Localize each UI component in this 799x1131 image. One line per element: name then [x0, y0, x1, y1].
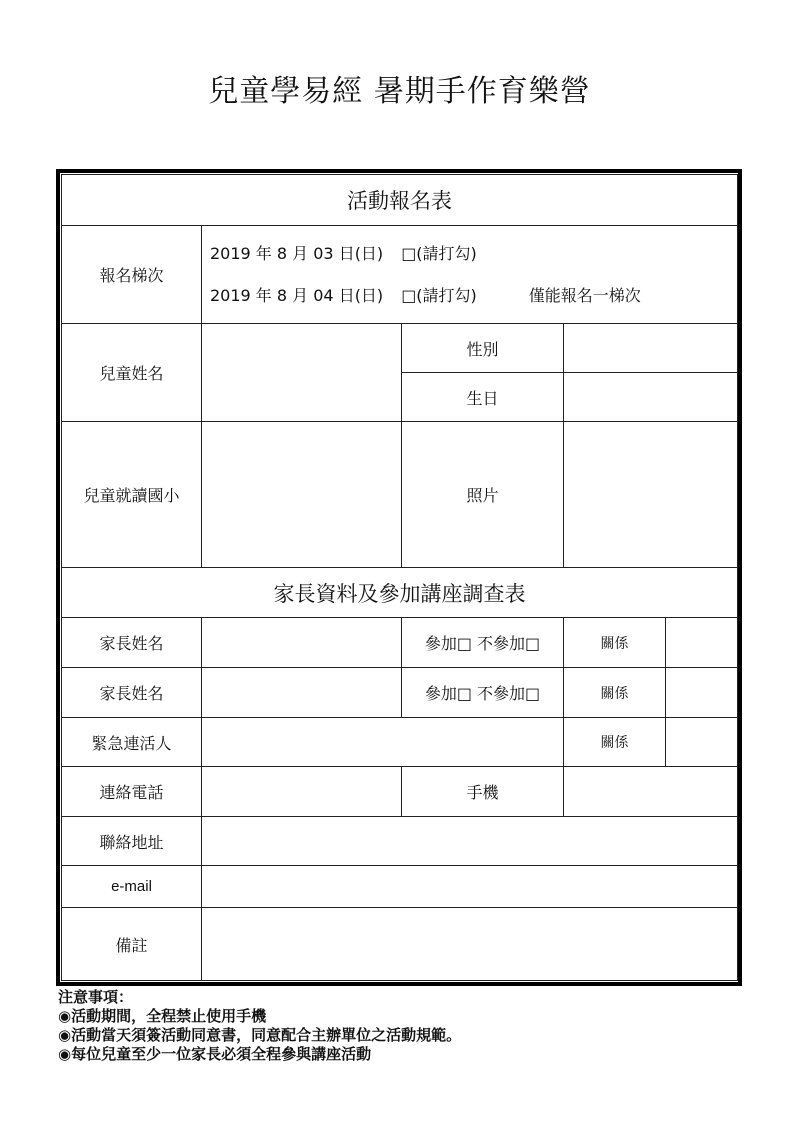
notes-section	[58, 988, 461, 1064]
parent-name-label-1: 家長姓名	[62, 618, 202, 668]
child-name-label: 兒童姓名	[62, 324, 202, 422]
batch-date-2: 2019 年 8 月 04 日(日)	[210, 285, 384, 305]
photo-label: 照片	[402, 422, 564, 568]
parent-name-label-2: 家長姓名	[62, 668, 202, 718]
gender-field[interactable]	[564, 324, 738, 373]
notes-item: ◉活動期間，全程禁止使用手機	[58, 1007, 267, 1025]
attend-checkboxes-2[interactable]: 參加□ 不參加□	[402, 668, 564, 718]
emergency-contact-field[interactable]	[202, 718, 564, 767]
batch-date-1: 2019 年 8 月 03 日(日)	[210, 243, 384, 263]
remarks-field[interactable]	[202, 908, 738, 981]
parent-name-field-2[interactable]	[202, 668, 402, 718]
relation-field-1[interactable]	[666, 618, 738, 668]
mobile-field[interactable]	[564, 767, 738, 817]
relation-field-2[interactable]	[666, 668, 738, 718]
address-field[interactable]	[202, 817, 738, 866]
batch-options	[202, 226, 738, 324]
emergency-contact-label: 緊急連活人	[62, 718, 202, 767]
school-field[interactable]	[202, 422, 402, 568]
notes-item: ◉每位兒童至少一位家長必須全程參與講座活動	[58, 1045, 372, 1063]
batch-checkbox-1[interactable]: □(請打勾)	[401, 243, 477, 263]
child-name-field[interactable]	[202, 324, 402, 422]
notes-item: ◉活動當天須簽活動同意書，同意配合主辦單位之活動規範。	[58, 1026, 462, 1044]
notes-heading: 注意事項：	[58, 988, 134, 1006]
parent-name-field-1[interactable]	[202, 618, 402, 668]
section-title-registration: 活動報名表	[62, 175, 738, 226]
photo-field[interactable]	[564, 422, 738, 568]
relation-field-3[interactable]	[666, 718, 738, 767]
mobile-label: 手機	[402, 767, 564, 817]
section-title-parents: 家長資料及參加講座調查表	[62, 568, 738, 618]
email-field[interactable]	[202, 866, 738, 908]
batch-checkbox-2[interactable]: □(請打勾)	[401, 285, 477, 305]
registration-form	[61, 174, 738, 981]
school-label: 兒童就讀國小	[62, 422, 202, 568]
relation-label-2: 關係	[564, 668, 666, 718]
page-title: 兒童學易經 暑期手作育樂營	[208, 74, 591, 109]
birthday-field[interactable]	[564, 373, 738, 422]
relation-label-3: 關係	[564, 718, 666, 767]
relation-label-1: 關係	[564, 618, 666, 668]
batch-label: 報名梯次	[62, 226, 202, 324]
birthday-label: 生日	[402, 373, 564, 422]
email-label: e-mail	[62, 866, 202, 908]
attend-checkboxes-1[interactable]: 參加□ 不參加□	[402, 618, 564, 668]
batch-note: 僅能報名一梯次	[528, 285, 641, 305]
phone-field[interactable]	[202, 767, 402, 817]
address-label: 聯絡地址	[62, 817, 202, 866]
remarks-label: 備註	[62, 908, 202, 981]
gender-label: 性別	[402, 324, 564, 373]
phone-label: 連絡電話	[62, 767, 202, 817]
